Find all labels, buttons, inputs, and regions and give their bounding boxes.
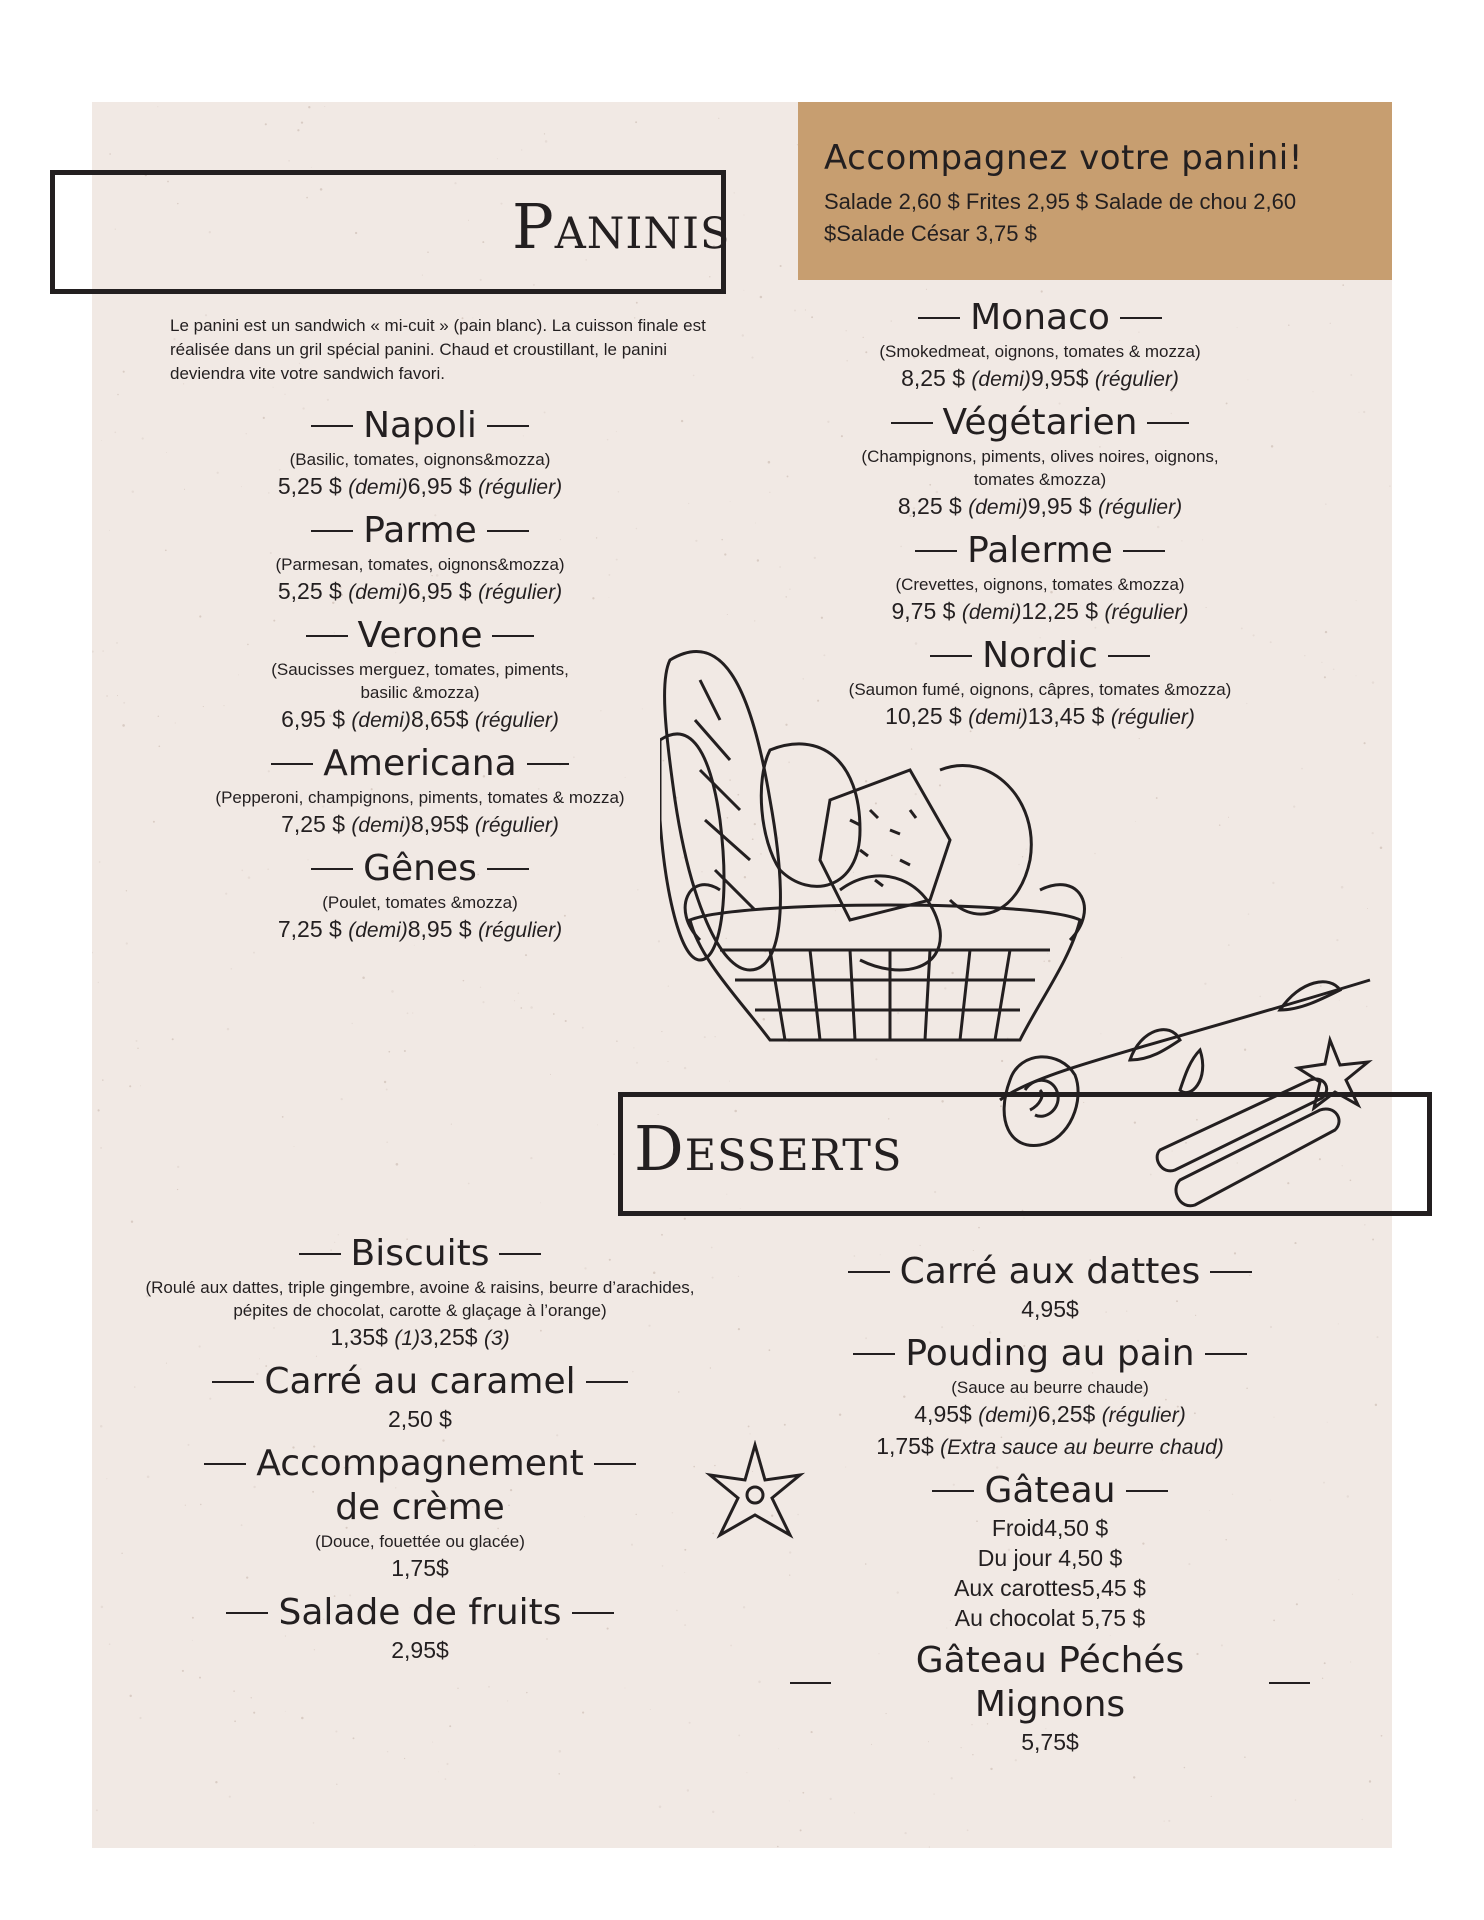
dash-left bbox=[311, 530, 353, 532]
price-three: 3,25$ bbox=[420, 1324, 478, 1350]
label-half: (demi) bbox=[348, 919, 408, 942]
dash-right bbox=[487, 530, 529, 532]
price-half: 7,25 $ bbox=[281, 811, 346, 837]
label-half: (demi) bbox=[978, 1404, 1038, 1427]
desserts-title: Desserts bbox=[634, 1112, 903, 1185]
item-price bbox=[170, 576, 670, 608]
label-regular: (régulier) bbox=[1110, 706, 1195, 729]
price-regular: 12,25 $ bbox=[1021, 598, 1099, 624]
label-half: (demi) bbox=[961, 601, 1022, 624]
item-price bbox=[780, 363, 1300, 395]
item-description: (Smokedmeat, oignons, tomates & mozza) bbox=[879, 342, 1201, 361]
dash-right bbox=[586, 1381, 628, 1383]
dash-right bbox=[487, 425, 529, 427]
menu-item-verone bbox=[170, 614, 670, 736]
label-regular: (régulier) bbox=[474, 709, 559, 732]
dessert-accompagnement-creme bbox=[120, 1442, 720, 1583]
desserts-right-column bbox=[790, 1250, 1310, 1757]
accompaniments-title: Accompagnez votre panini! bbox=[824, 138, 1303, 178]
item-price: 2,50 $ bbox=[388, 1406, 452, 1432]
label-regular: (régulier) bbox=[478, 476, 563, 499]
dash-left bbox=[918, 317, 960, 319]
dash-left bbox=[891, 422, 933, 424]
item-price: 4,95$ bbox=[1021, 1296, 1079, 1322]
label-half: (demi) bbox=[348, 476, 408, 499]
dash-right bbox=[1123, 550, 1165, 552]
price-half: 9,75 $ bbox=[891, 598, 956, 624]
item-name: Végétarien bbox=[942, 402, 1138, 443]
item-name: Gâteau bbox=[984, 1470, 1116, 1511]
dash-left bbox=[271, 763, 313, 765]
dash-right bbox=[1269, 1682, 1310, 1684]
dash-left bbox=[212, 1381, 254, 1383]
label-half: (demi) bbox=[968, 706, 1028, 729]
item-price bbox=[790, 1399, 1310, 1431]
dessert-salade-fruits bbox=[120, 1591, 720, 1665]
item-description: (Sauce au beurre chaude) bbox=[951, 1378, 1149, 1397]
label-half: (demi) bbox=[971, 368, 1031, 391]
gateau-option: Froid4,50 $ bbox=[991, 1515, 1109, 1541]
item-price bbox=[170, 471, 670, 503]
label-regular: (régulier) bbox=[478, 581, 563, 604]
dash-right bbox=[1210, 1271, 1252, 1273]
menu-item-palerme bbox=[780, 529, 1300, 628]
dash-right bbox=[1120, 317, 1162, 319]
menu-item-americana bbox=[170, 742, 670, 841]
accompaniments-line-2: $Salade César 3,75 $ bbox=[824, 221, 1037, 246]
item-price: 1,75$ bbox=[391, 1555, 449, 1581]
label-one: (1) bbox=[394, 1327, 420, 1350]
price-regular: 13,45 $ bbox=[1027, 703, 1105, 729]
menu-item-monaco bbox=[780, 296, 1300, 395]
item-price bbox=[780, 491, 1300, 523]
label-extra: (Extra sauce au beurre chaud) bbox=[940, 1436, 1224, 1459]
label-half: (demi) bbox=[351, 814, 411, 837]
label-regular: (régulier) bbox=[1094, 368, 1179, 391]
price-half: 5,25 $ bbox=[277, 578, 342, 604]
item-name: Gâteau Péchés Mignons bbox=[915, 1640, 1185, 1725]
item-price: 2,95$ bbox=[391, 1637, 449, 1663]
menu-item-vegetarien bbox=[780, 401, 1300, 523]
item-name: Palerme bbox=[967, 530, 1113, 571]
price-regular: 9,95 $ bbox=[1027, 493, 1092, 519]
dash-right bbox=[499, 1253, 541, 1255]
dash-right bbox=[527, 763, 569, 765]
item-name: Carré au caramel bbox=[264, 1361, 576, 1402]
paninis-left-column bbox=[170, 404, 670, 946]
item-price: 5,75$ bbox=[1021, 1729, 1079, 1755]
label-half: (demi) bbox=[968, 496, 1028, 519]
label-regular: (régulier) bbox=[1101, 1404, 1186, 1427]
dash-left bbox=[204, 1463, 246, 1465]
label-regular: (régulier) bbox=[478, 919, 563, 942]
price-regular: 6,95 $ bbox=[407, 578, 472, 604]
dash-left bbox=[311, 868, 353, 870]
item-description: (Champignons, piments, olives noires, oignons, tomates &mozza) bbox=[861, 447, 1219, 489]
item-name: Carré aux dattes bbox=[899, 1251, 1201, 1292]
dessert-carre-dattes bbox=[790, 1250, 1310, 1324]
price-half: 10,25 $ bbox=[885, 703, 962, 729]
dash-left bbox=[853, 1353, 895, 1355]
dash-right bbox=[1205, 1353, 1247, 1355]
item-description: (Parmesan, tomates, oignons&mozza) bbox=[275, 555, 565, 574]
menu-item-napoli bbox=[170, 404, 670, 503]
item-name: Monaco bbox=[970, 297, 1110, 338]
item-description: (Douce, fouettée ou glacée) bbox=[315, 1532, 525, 1551]
item-price bbox=[170, 914, 670, 946]
item-name: Pouding au pain bbox=[905, 1333, 1195, 1374]
price-half: 8,25 $ bbox=[897, 493, 962, 519]
dash-left bbox=[226, 1612, 268, 1614]
paninis-intro: Le panini est un sandwich « mi-cuit » (pain blanc). La cuisson finale est réalisée dans un gril spécial panini. Chaud et croustillant, le panini deviendra vite votre sandwich favori. bbox=[170, 316, 706, 383]
item-description: (Crevettes, oignons, tomates &mozza) bbox=[895, 575, 1185, 594]
item-price bbox=[780, 596, 1300, 628]
dash-right bbox=[572, 1612, 614, 1614]
item-name: Gênes bbox=[363, 848, 477, 889]
dash-left bbox=[299, 1253, 341, 1255]
item-name: Verone bbox=[357, 615, 483, 656]
gateau-option: Au chocolat 5,75 $ bbox=[954, 1605, 1146, 1631]
item-name: Nordic bbox=[982, 635, 1098, 676]
label-three: (3) bbox=[483, 1327, 510, 1350]
item-price bbox=[170, 704, 670, 736]
price-half: 4,95$ bbox=[914, 1401, 972, 1427]
item-description: (Basilic, tomates, oignons&mozza) bbox=[289, 450, 551, 469]
accompaniments-line-1: Salade 2,60 $ Frites 2,95 $ Salade de chou 2,60 bbox=[824, 189, 1297, 214]
price-extra: 1,75$ bbox=[876, 1433, 934, 1459]
price-one: 1,35$ bbox=[330, 1324, 388, 1350]
price-regular: 8,95$ bbox=[410, 811, 469, 837]
dash-left bbox=[915, 550, 957, 552]
price-regular: 9,95$ bbox=[1030, 365, 1089, 391]
item-name: Napoli bbox=[363, 405, 477, 446]
item-name: Americana bbox=[323, 743, 517, 784]
dessert-biscuits bbox=[120, 1232, 720, 1354]
price-half: 6,95 $ bbox=[281, 706, 346, 732]
item-name: Parme bbox=[363, 510, 477, 551]
item-name: Accompagnement bbox=[256, 1443, 584, 1484]
dash-right bbox=[492, 635, 534, 637]
dessert-gateau-peches-mignons bbox=[790, 1639, 1310, 1757]
price-regular: 8,65$ bbox=[410, 706, 469, 732]
price-half: 8,25 $ bbox=[901, 365, 966, 391]
paninis-title: Paninis bbox=[512, 190, 731, 263]
dash-right bbox=[1147, 422, 1189, 424]
item-name-line-2: de crème bbox=[335, 1487, 505, 1528]
label-regular: (régulier) bbox=[474, 814, 559, 837]
label-half: (demi) bbox=[348, 581, 408, 604]
item-name: Biscuits bbox=[350, 1233, 490, 1274]
dash-right bbox=[1126, 1490, 1168, 1492]
menu-item-genes bbox=[170, 847, 670, 946]
desserts-left-column bbox=[120, 1232, 720, 1665]
price-regular: 6,25$ bbox=[1037, 1401, 1096, 1427]
gateau-option: Du jour 4,50 $ bbox=[977, 1545, 1123, 1571]
dash-left bbox=[848, 1271, 890, 1273]
item-description: (Roulé aux dattes, triple gingembre, avoine & raisins, beurre d’arachides, pépites de chocolat, carotte & glaçage à l’orange) bbox=[145, 1278, 695, 1320]
dessert-pouding-pain bbox=[790, 1332, 1310, 1463]
price-regular: 6,95 $ bbox=[407, 473, 472, 499]
label-regular: (régulier) bbox=[1098, 496, 1183, 519]
label-regular: (régulier) bbox=[1104, 601, 1189, 624]
price-regular: 8,95 $ bbox=[407, 916, 472, 942]
item-price bbox=[170, 809, 670, 841]
dash-left bbox=[932, 1490, 974, 1492]
dash-right bbox=[594, 1463, 636, 1465]
price-half: 7,25 $ bbox=[277, 916, 342, 942]
dash-left bbox=[306, 635, 348, 637]
price-half: 5,25 $ bbox=[277, 473, 342, 499]
dash-left bbox=[311, 425, 353, 427]
dash-right bbox=[487, 868, 529, 870]
dessert-gateau bbox=[790, 1469, 1310, 1633]
item-description: (Poulet, tomates &mozza) bbox=[322, 893, 518, 912]
gateau-option: Aux carottes5,45 $ bbox=[954, 1575, 1146, 1601]
item-description: (Saumon fumé, oignons, câpres, tomates &mozza) bbox=[848, 680, 1232, 699]
dash-left bbox=[790, 1682, 831, 1684]
accompaniments-box bbox=[798, 102, 1392, 280]
item-name: Salade de fruits bbox=[278, 1592, 562, 1633]
item-description: (Pepperoni, champignons, piments, tomates & mozza) bbox=[215, 788, 625, 807]
item-price bbox=[120, 1322, 720, 1354]
dessert-carre-caramel bbox=[120, 1360, 720, 1434]
item-price-extra bbox=[790, 1431, 1310, 1463]
menu-item-parme bbox=[170, 509, 670, 608]
label-half: (demi) bbox=[351, 709, 411, 732]
item-description: (Saucisses merguez, tomates, piments, basilic &mozza) bbox=[271, 660, 569, 702]
